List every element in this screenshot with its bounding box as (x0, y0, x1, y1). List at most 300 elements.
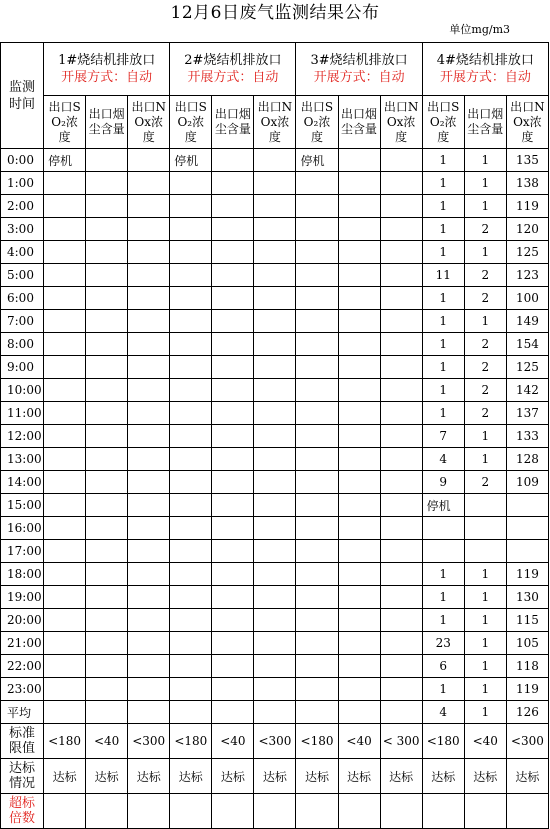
outlet-o3-so2-cell (296, 655, 338, 678)
multiple-label-cell (1, 794, 44, 829)
outlet-o2-dust-cell (212, 149, 254, 172)
outlet-4-so2-cell: 1 (422, 356, 464, 379)
sub-header-dust (464, 96, 506, 149)
outlet-o2-dust-cell (212, 632, 254, 655)
outlet-o3-nox-cell (380, 586, 422, 609)
multiple-label: 超标倍数 (9, 796, 36, 826)
outlet-o3-so2-cell (296, 218, 338, 241)
outlet-4-dust-cell: 1 (464, 149, 506, 172)
table-row (1, 655, 549, 678)
outlet-o2-dust-cell (212, 563, 254, 586)
sub-header-so2 (170, 96, 212, 149)
outlet-o2-so2-cell (170, 586, 212, 609)
time-cell: 17:00 (1, 540, 44, 563)
outlet-o3-dust-cell (338, 701, 380, 724)
outlet-4-nox-cell: 120 (506, 218, 548, 241)
outlet-o2-nox-cell (254, 172, 296, 195)
outlet-o3-so2-cell (296, 586, 338, 609)
outlet-o3-dust-cell (338, 402, 380, 425)
outlet-o3-so2-cell (296, 356, 338, 379)
outlet-o1-so2-cell (44, 172, 86, 195)
outlet-o1-so2-cell (44, 448, 86, 471)
outlet-o1-so2-cell (44, 379, 86, 402)
outlet-o2-dust-cell (212, 655, 254, 678)
time-cell: 5:00 (1, 264, 44, 287)
outlet-o1-nox-cell (128, 333, 170, 356)
outlet-4-dust-cell: 2 (464, 356, 506, 379)
outlet-4-dust-cell: 1 (464, 563, 506, 586)
time-cell: 13:00 (1, 448, 44, 471)
outlet-o3-so2-cell (296, 494, 338, 517)
table-row (1, 218, 549, 241)
outlet-o3-dust-cell (338, 149, 380, 172)
sub-header-label: 出口烟尘含量 (467, 107, 504, 136)
outlet-o2-so2-cell (170, 494, 212, 517)
outlet-4-dust-cell: 1 (464, 632, 506, 655)
outlet-o1-dust-cell (86, 402, 128, 425)
outlet-o3-nox-cell (380, 172, 422, 195)
sub-header-label: 出口SO₂浓度 (300, 99, 334, 144)
outlet-o1-nox-cell (128, 609, 170, 632)
outlet-o2-nox-cell (254, 632, 296, 655)
outlet-header-3 (296, 43, 422, 96)
outlet-4-so2-cell: 1 (422, 609, 464, 632)
table-row (1, 586, 549, 609)
outlet-4-nox-cell: 142 (506, 379, 548, 402)
status-value: 达标 (380, 759, 422, 794)
outlet-o3-dust-cell (338, 356, 380, 379)
outlet-o1-dust-cell (86, 494, 128, 517)
outlet-o3-so2-cell (296, 264, 338, 287)
standard-value: <300 (128, 724, 170, 759)
outlet-4-so2-cell: 1 (422, 149, 464, 172)
outlet-o1-so2-cell (44, 494, 86, 517)
outlet-o3-so2-cell (296, 678, 338, 701)
outlet-o1-so2-cell (44, 356, 86, 379)
outlet-o2-nox-cell (254, 563, 296, 586)
outlet-o3-so2-cell (296, 609, 338, 632)
time-cell: 14:00 (1, 471, 44, 494)
outlet-o3-nox-cell (380, 701, 422, 724)
outlet-o2-dust-cell (212, 287, 254, 310)
table-row (1, 379, 549, 402)
outlet-4-dust-cell: 1 (464, 195, 506, 218)
table-row (1, 517, 549, 540)
status-value: 达标 (44, 759, 86, 794)
outlet-4-dust-cell: 1 (464, 678, 506, 701)
outlet-4-nox-cell: 125 (506, 241, 548, 264)
time-cell: 0:00 (1, 149, 44, 172)
outlet-o2-so2-cell (170, 264, 212, 287)
outlet-o2-nox-cell (254, 218, 296, 241)
outlet-4-nox-cell: 119 (506, 195, 548, 218)
outlet-o3-dust-cell (338, 425, 380, 448)
outlet-o2-so2-cell (170, 632, 212, 655)
sub-header-label: 出口NOx浓度 (131, 99, 166, 144)
time-cell: 4:00 (1, 241, 44, 264)
outlet-o2-so2-cell (170, 655, 212, 678)
outlet-o1-nox-cell (128, 425, 170, 448)
outlet-4-dust-cell: 1 (464, 425, 506, 448)
outlet-o1-nox-cell (128, 149, 170, 172)
table-row (1, 540, 549, 563)
outlet-o2-nox-cell (254, 333, 296, 356)
outlet-o3-so2-cell (296, 448, 338, 471)
outlet-o3-so2-cell (296, 287, 338, 310)
outlet-o3-dust-cell (338, 563, 380, 586)
outlet-4-so2-cell: 1 (422, 310, 464, 333)
outlet-4-nox-cell: 109 (506, 471, 548, 494)
outlet-o1-nox-cell (128, 517, 170, 540)
time-cell: 8:00 (1, 333, 44, 356)
outlet-o2-nox-cell (254, 609, 296, 632)
outlet-o3-nox-cell (380, 356, 422, 379)
outlet-4-so2-cell: 6 (422, 655, 464, 678)
outlet-o3-dust-cell (338, 586, 380, 609)
outlet-o1-nox-cell (128, 678, 170, 701)
standard-row (1, 724, 549, 759)
outlet-o3-nox-cell (380, 149, 422, 172)
outlet-o1-so2-cell (44, 609, 86, 632)
outlet-4-dust-cell: 1 (464, 609, 506, 632)
outlet-o1-nox-cell (128, 471, 170, 494)
outlet-4-so2-cell: 1 (422, 333, 464, 356)
outlet-o3-nox-cell (380, 402, 422, 425)
outlet-4-dust-cell: 2 (464, 402, 506, 425)
outlet-o2-so2-cell (170, 333, 212, 356)
table-row (1, 195, 549, 218)
status-row (1, 759, 549, 794)
outlet-o1-dust-cell (86, 241, 128, 264)
table-row (1, 356, 549, 379)
outlet-o3-dust-cell (338, 287, 380, 310)
sub-header-label: 出口SO₂浓度 (427, 99, 460, 144)
standard-value: <180 (170, 724, 212, 759)
time-cell: 3:00 (1, 218, 44, 241)
outlet-o1-so2-cell (44, 517, 86, 540)
outlet-mode: 开展方式：自动 (187, 70, 279, 85)
outlet-o3-dust-cell (338, 310, 380, 333)
outlet-4-nox-cell (506, 494, 548, 517)
outlet-4-so2-cell: 1 (422, 218, 464, 241)
outlet-4-so2-cell: 1 (422, 379, 464, 402)
outlet-o3-dust-cell (338, 172, 380, 195)
outlet-o2-nox-cell (254, 540, 296, 563)
table-body (1, 43, 549, 829)
outlet-4-nox-cell: 123 (506, 264, 548, 287)
outlet-o3-so2-cell (296, 425, 338, 448)
outlet-o2-so2-cell (170, 241, 212, 264)
outlet-o3-dust-cell (338, 678, 380, 701)
sub-header-label: 出口SO₂浓度 (174, 99, 207, 144)
outlet-4-so2-cell: 1 (422, 586, 464, 609)
multiple-value (212, 794, 254, 829)
outlet-4-dust-cell: 2 (464, 333, 506, 356)
outlet-o2-nox-cell (254, 471, 296, 494)
outlet-o3-dust-cell (338, 241, 380, 264)
outlet-o2-nox-cell (254, 425, 296, 448)
status-value: 达标 (338, 759, 380, 794)
outlet-o2-nox-cell (254, 678, 296, 701)
outlet-o1-nox-cell (128, 172, 170, 195)
outlet-o1-so2-cell (44, 402, 86, 425)
sub-header-label: 出口NOx浓度 (510, 99, 545, 144)
outlet-o1-nox-cell (128, 586, 170, 609)
status-value: 达标 (170, 759, 212, 794)
sub-header-nox (506, 96, 548, 149)
outlet-o1-dust-cell (86, 195, 128, 218)
outlet-o1-dust-cell (86, 264, 128, 287)
outlet-o1-nox-cell (128, 402, 170, 425)
outlet-o3-nox-cell (380, 632, 422, 655)
multiple-value (170, 794, 212, 829)
outlet-o1-nox-cell (128, 356, 170, 379)
outlet-o2-dust-cell (212, 540, 254, 563)
standard-value: <300 (506, 724, 548, 759)
standard-value: <40 (338, 724, 380, 759)
outlet-o2-so2-cell (170, 540, 212, 563)
outlet-o2-nox-cell (254, 149, 296, 172)
sub-header-so2 (44, 96, 86, 149)
outlet-4-dust-cell: 1 (464, 655, 506, 678)
outlet-o1-dust-cell (86, 149, 128, 172)
time-cell: 20:00 (1, 609, 44, 632)
table-row (1, 310, 549, 333)
outlet-o3-so2-cell (296, 241, 338, 264)
outlet-o3-nox-cell (380, 264, 422, 287)
outlet-o3-nox-cell (380, 471, 422, 494)
outlet-o1-so2-cell (44, 655, 86, 678)
outlet-o2-nox-cell (254, 586, 296, 609)
outlet-o2-so2-cell (170, 195, 212, 218)
outlet-o3-so2-cell (296, 540, 338, 563)
outlet-4-nox-cell: 125 (506, 356, 548, 379)
table-row (1, 701, 549, 724)
outlet-o1-dust-cell (86, 218, 128, 241)
outlet-o1-so2-cell (44, 540, 86, 563)
outlet-o2-dust-cell (212, 701, 254, 724)
outlet-o3-dust-cell (338, 609, 380, 632)
outlet-o1-dust-cell (86, 333, 128, 356)
sub-header-label: 出口NOx浓度 (257, 99, 293, 144)
outlet-o3-dust-cell (338, 264, 380, 287)
outlet-o3-dust-cell (338, 517, 380, 540)
outlet-o1-so2-cell (44, 333, 86, 356)
outlet-o3-nox-cell (380, 494, 422, 517)
outlet-o1-dust-cell (86, 287, 128, 310)
outlet-o3-dust-cell (338, 218, 380, 241)
outlet-o2-dust-cell (212, 172, 254, 195)
sub-header-label: 出口烟尘含量 (341, 107, 378, 136)
outlet-o1-so2-cell (44, 310, 86, 333)
outlet-4-nox-cell: 118 (506, 655, 548, 678)
outlet-name: 4#烧结机排放口 (436, 53, 534, 68)
outlet-4-dust-cell: 2 (464, 379, 506, 402)
outlet-4-so2-cell: 4 (422, 448, 464, 471)
outlet-o1-dust-cell (86, 448, 128, 471)
outlet-o1-nox-cell (128, 632, 170, 655)
multiple-value (44, 794, 86, 829)
outlet-o2-so2-cell: 停机 (170, 149, 212, 172)
outlet-o2-so2-cell (170, 310, 212, 333)
sub-header-dust (338, 96, 380, 149)
sub-header-so2 (296, 96, 338, 149)
outlet-o3-dust-cell (338, 448, 380, 471)
outlet-o1-nox-cell (128, 701, 170, 724)
outlet-o2-dust-cell (212, 402, 254, 425)
standard-value: < 300 (380, 724, 422, 759)
outlet-4-so2-cell: 1 (422, 563, 464, 586)
outlet-4-nox-cell: 126 (506, 701, 548, 724)
outlet-o3-nox-cell (380, 241, 422, 264)
outlet-header-2 (170, 43, 296, 96)
status-value: 达标 (506, 759, 548, 794)
outlet-o1-nox-cell (128, 287, 170, 310)
multiple-value (422, 794, 464, 829)
outlet-o2-dust-cell (212, 264, 254, 287)
unit-label: 单位mg/m3 (449, 23, 510, 36)
outlet-o3-dust-cell (338, 494, 380, 517)
sub-header-label: 出口烟尘含量 (88, 107, 125, 136)
table-row (1, 172, 549, 195)
multiple-value (296, 794, 338, 829)
outlet-o1-nox-cell (128, 241, 170, 264)
status-value: 达标 (212, 759, 254, 794)
multiple-value (338, 794, 380, 829)
outlet-o1-so2-cell (44, 586, 86, 609)
outlet-o2-dust-cell (212, 195, 254, 218)
outlet-o1-dust-cell (86, 609, 128, 632)
outlet-4-dust-cell: 1 (464, 310, 506, 333)
outlet-4-nox-cell: 149 (506, 310, 548, 333)
outlet-o2-nox-cell (254, 494, 296, 517)
time-cell: 12:00 (1, 425, 44, 448)
outlet-o1-so2-cell: 停机 (44, 149, 86, 172)
table-row (1, 563, 549, 586)
outlet-o3-dust-cell (338, 471, 380, 494)
outlet-4-so2-cell: 1 (422, 172, 464, 195)
outlet-o2-so2-cell (170, 402, 212, 425)
outlet-o3-dust-cell (338, 195, 380, 218)
outlet-o1-so2-cell (44, 563, 86, 586)
multiple-value (464, 794, 506, 829)
outlet-mode: 开展方式：自动 (313, 70, 405, 85)
sub-header-nox (254, 96, 296, 149)
outlet-o2-nox-cell (254, 264, 296, 287)
status-value: 达标 (128, 759, 170, 794)
standard-value: <180 (296, 724, 338, 759)
outlet-o1-so2-cell (44, 287, 86, 310)
emission-table (0, 42, 549, 829)
status-value: 达标 (254, 759, 296, 794)
outlet-o3-nox-cell (380, 540, 422, 563)
outlet-o3-so2-cell (296, 632, 338, 655)
time-cell: 平均 (1, 701, 44, 724)
table-row (1, 494, 549, 517)
outlet-o1-dust-cell (86, 172, 128, 195)
outlet-4-dust-cell: 1 (464, 172, 506, 195)
outlet-4-dust-cell: 1 (464, 448, 506, 471)
outlet-4-dust-cell (464, 494, 506, 517)
time-cell: 10:00 (1, 379, 44, 402)
outlet-o2-dust-cell (212, 609, 254, 632)
table-row (1, 402, 549, 425)
outlet-o2-dust-cell (212, 333, 254, 356)
outlet-4-so2-cell: 1 (422, 241, 464, 264)
sub-header-dust (212, 96, 254, 149)
outlet-4-so2-cell: 停机 (422, 494, 464, 517)
outlet-o1-nox-cell (128, 379, 170, 402)
outlet-4-dust-cell: 1 (464, 701, 506, 724)
outlet-4-so2-cell: 1 (422, 678, 464, 701)
table-row (1, 632, 549, 655)
outlet-mode: 开展方式：自动 (61, 70, 153, 85)
outlet-o2-nox-cell (254, 379, 296, 402)
table-row (1, 149, 549, 172)
outlet-o3-so2-cell (296, 310, 338, 333)
standard-value: <180 (44, 724, 86, 759)
time-cell: 21:00 (1, 632, 44, 655)
outlet-o2-nox-cell (254, 195, 296, 218)
table-row (1, 609, 549, 632)
outlet-o3-nox-cell (380, 563, 422, 586)
outlet-o2-so2-cell (170, 218, 212, 241)
outlet-o3-dust-cell (338, 333, 380, 356)
outlet-4-dust-cell: 1 (464, 241, 506, 264)
outlet-4-so2-cell: 1 (422, 195, 464, 218)
outlet-o1-dust-cell (86, 655, 128, 678)
table-row (1, 448, 549, 471)
outlet-4-nox-cell (506, 540, 548, 563)
outlet-o2-so2-cell (170, 287, 212, 310)
outlet-o2-nox-cell (254, 517, 296, 540)
outlet-o2-so2-cell (170, 701, 212, 724)
outlet-o1-dust-cell (86, 586, 128, 609)
outlet-o3-so2-cell (296, 471, 338, 494)
outlet-o2-nox-cell (254, 241, 296, 264)
outlet-o1-dust-cell (86, 425, 128, 448)
status-value: 达标 (422, 759, 464, 794)
outlet-o1-dust-cell (86, 517, 128, 540)
multiple-value (86, 794, 128, 829)
page-title: 12月6日废气监测结果公布 (170, 3, 380, 23)
outlet-mode: 开展方式：自动 (439, 70, 531, 85)
outlet-o2-so2-cell (170, 379, 212, 402)
outlet-4-so2-cell: 1 (422, 402, 464, 425)
outlet-o2-so2-cell (170, 448, 212, 471)
outlet-o3-dust-cell (338, 655, 380, 678)
outlet-o3-nox-cell (380, 678, 422, 701)
standard-value: <180 (422, 724, 464, 759)
outlet-o2-so2-cell (170, 563, 212, 586)
outlet-4-nox-cell (506, 517, 548, 540)
outlet-o2-nox-cell (254, 287, 296, 310)
outlet-4-so2-cell: 11 (422, 264, 464, 287)
outlet-o2-nox-cell (254, 310, 296, 333)
outlet-o2-dust-cell (212, 425, 254, 448)
outlet-o2-dust-cell (212, 678, 254, 701)
outlet-o1-so2-cell (44, 195, 86, 218)
multiple-value (128, 794, 170, 829)
row-header-cell (1, 43, 44, 149)
outlet-o1-dust-cell (86, 310, 128, 333)
outlet-o1-nox-cell (128, 310, 170, 333)
outlet-4-so2-cell: 7 (422, 425, 464, 448)
outlet-4-dust-cell (464, 517, 506, 540)
outlet-o1-nox-cell (128, 195, 170, 218)
outlet-o3-so2-cell (296, 379, 338, 402)
outlet-o1-dust-cell (86, 471, 128, 494)
